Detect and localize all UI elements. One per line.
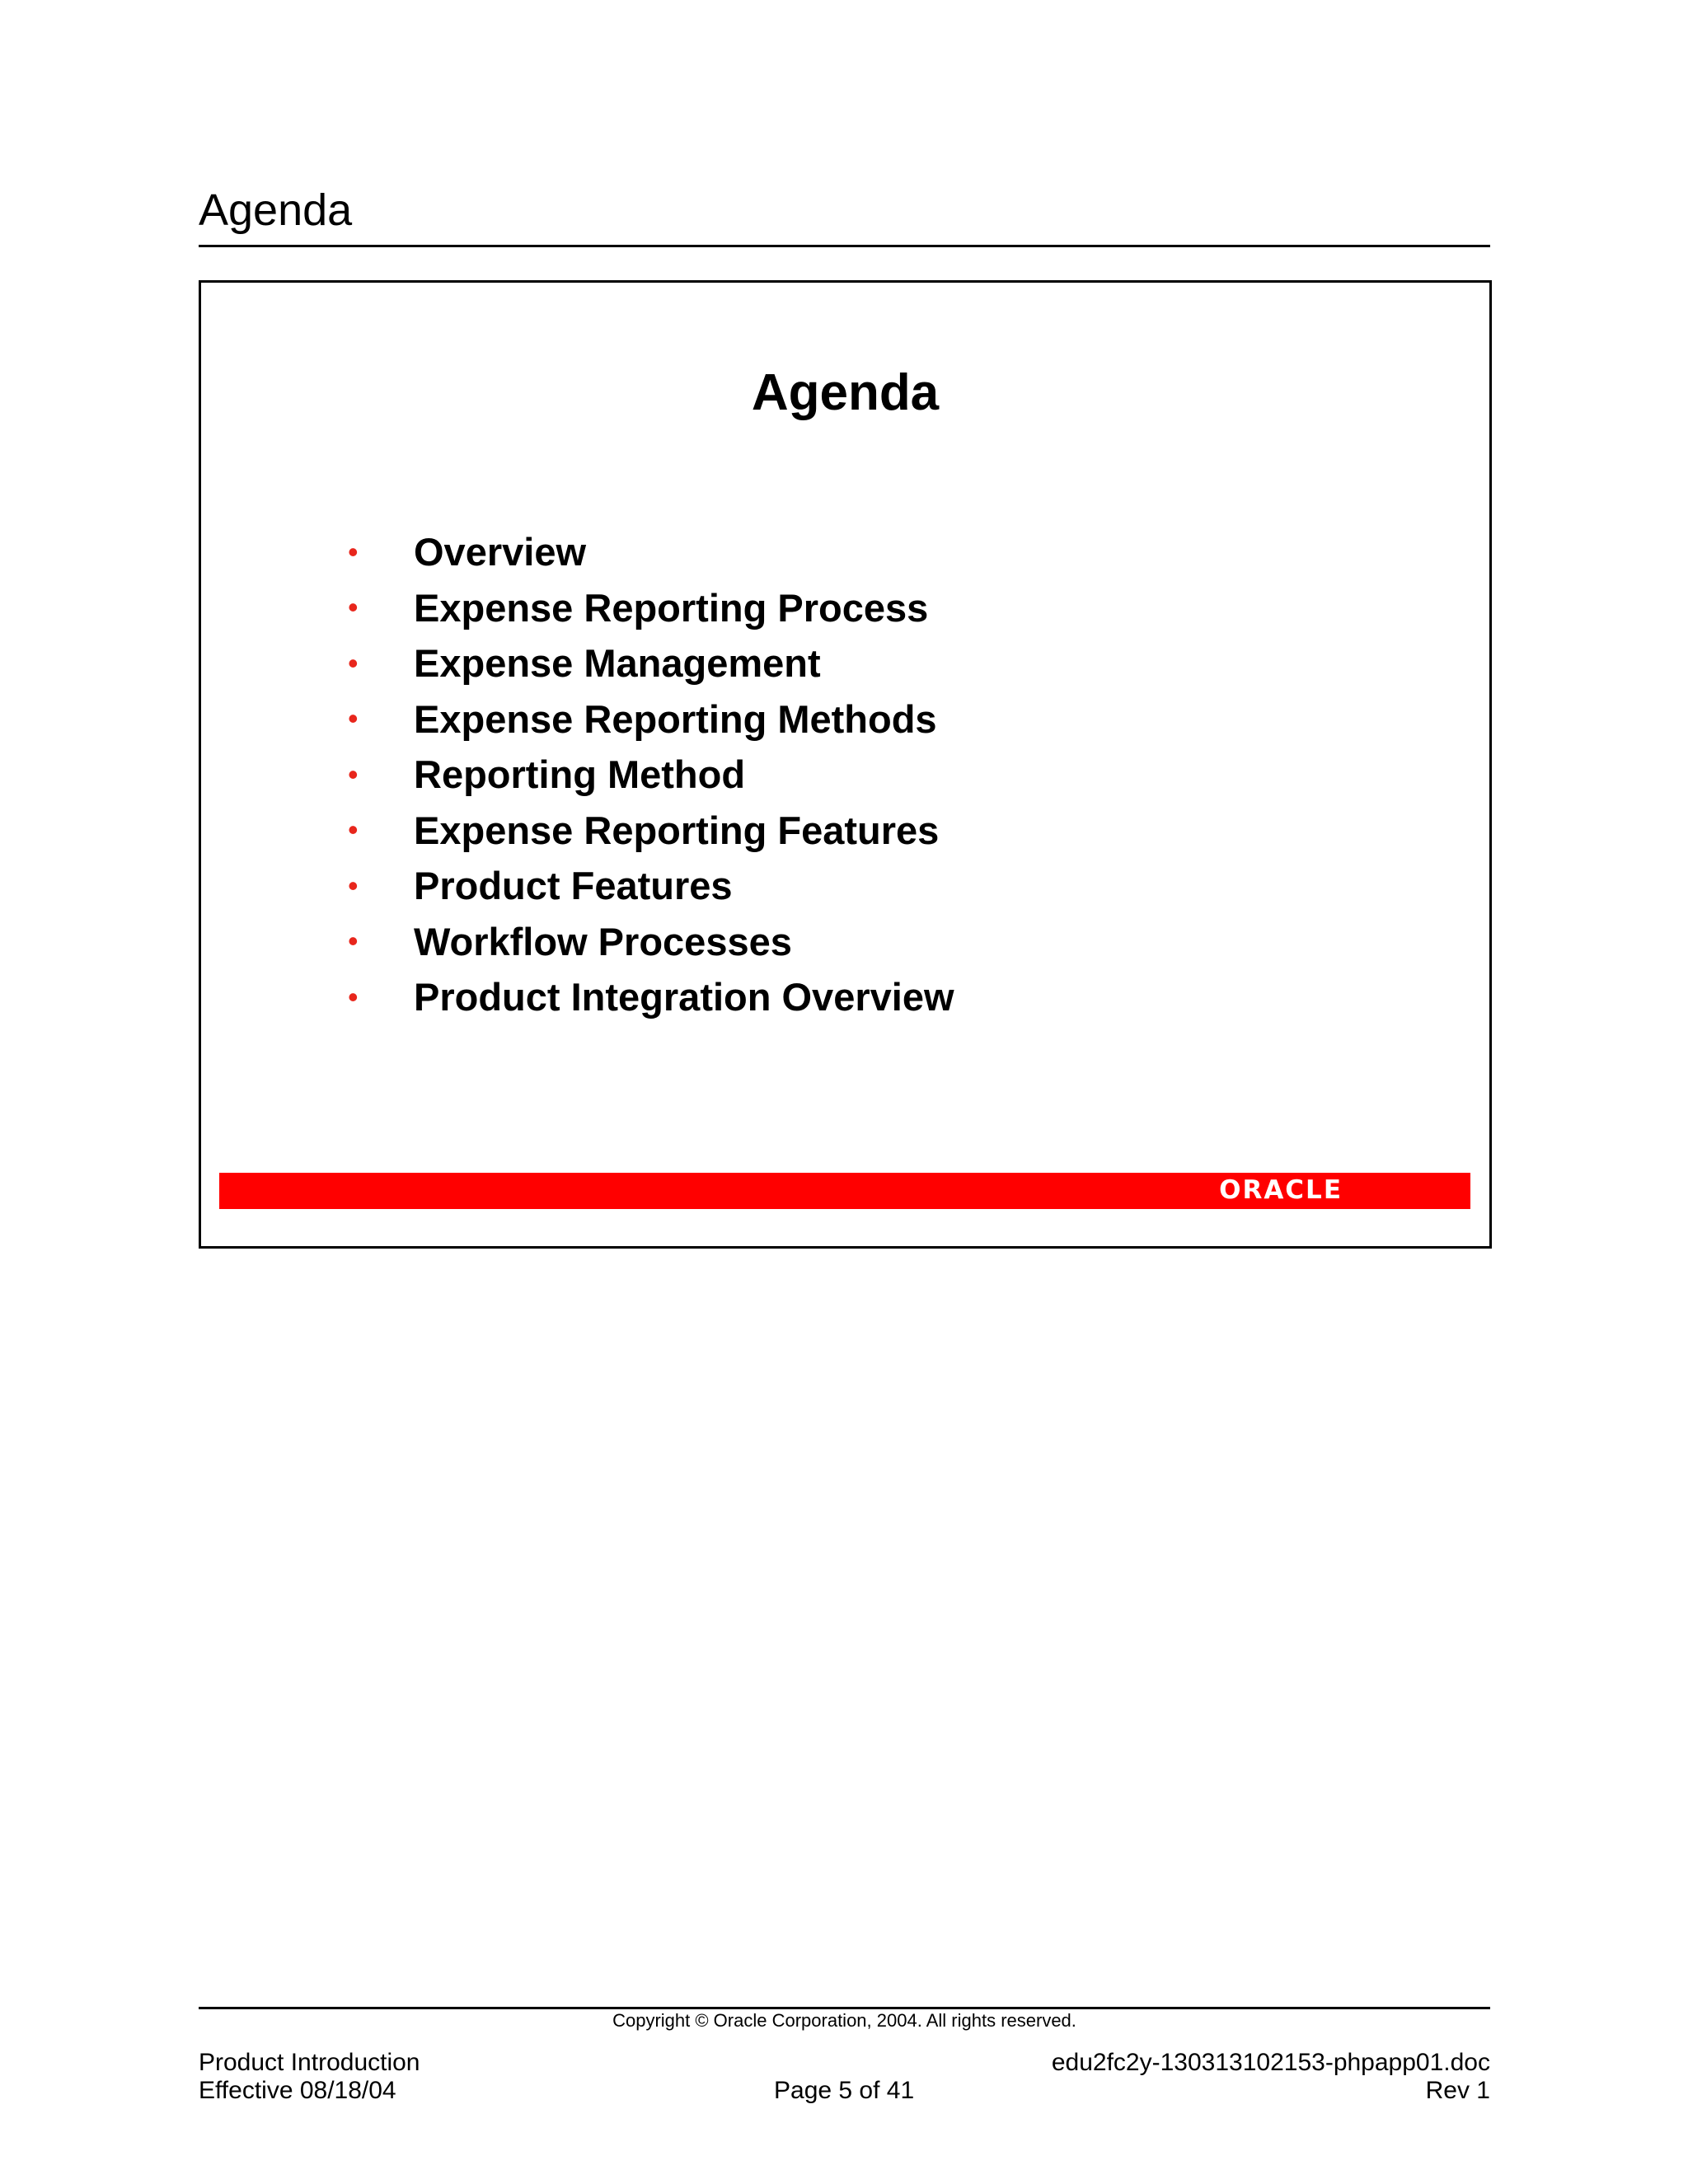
oracle-logo: ORACLE <box>1219 1175 1343 1205</box>
footer-filename: edu2fc2y-130313102153-phpapp01.doc <box>1051 2049 1490 2076</box>
agenda-item-label: Expense Management <box>414 641 821 686</box>
footer-effective-date: Effective 08/18/04 <box>199 2077 396 2104</box>
bullet-icon: • <box>348 757 359 791</box>
agenda-item <box>348 914 954 970</box>
agenda-item <box>348 747 954 803</box>
agenda-item-label: Expense Reporting Process <box>414 585 929 630</box>
agenda-item <box>348 691 954 748</box>
footer-page-number: Page 5 of 41 <box>774 2077 915 2104</box>
bullet-icon: • <box>348 534 359 569</box>
agenda-item-label: Reporting Method <box>414 752 746 797</box>
page-heading: Agenda <box>199 185 353 235</box>
slide-title: Agenda <box>751 364 940 421</box>
bullet-icon: • <box>348 645 359 680</box>
bullet-icon: • <box>348 590 359 625</box>
agenda-item <box>348 635 954 691</box>
bullet-icon: • <box>348 868 359 902</box>
brand-bar <box>219 1173 1470 1209</box>
agenda-item-label: Expense Reporting Features <box>414 808 940 852</box>
footer-revision: Rev 1 <box>1425 2077 1490 2104</box>
agenda-item <box>348 858 954 914</box>
agenda-item <box>348 580 954 636</box>
bullet-icon: • <box>348 813 359 847</box>
copyright-notice: Copyright © Oracle Corporation, 2004. All rights reserved. <box>612 2010 1076 2031</box>
agenda-item-label: Product Features <box>414 864 733 908</box>
bullet-icon: • <box>348 924 359 958</box>
agenda-list <box>348 524 954 1025</box>
agenda-item-label: Product Integration Overview <box>414 975 954 1019</box>
agenda-item <box>348 524 954 580</box>
agenda-item <box>348 803 954 859</box>
footer-doc-title: Product Introduction <box>199 2049 420 2076</box>
slide-frame <box>199 280 1492 1249</box>
agenda-item-label: Expense Reporting Methods <box>414 696 937 741</box>
heading-rule <box>199 245 1490 247</box>
bullet-icon: • <box>348 701 359 736</box>
agenda-item <box>348 969 954 1025</box>
agenda-item-label: Overview <box>414 530 587 574</box>
agenda-item-label: Workflow Processes <box>414 919 792 963</box>
bullet-icon: • <box>348 979 359 1014</box>
footer-rule <box>199 2007 1490 2009</box>
